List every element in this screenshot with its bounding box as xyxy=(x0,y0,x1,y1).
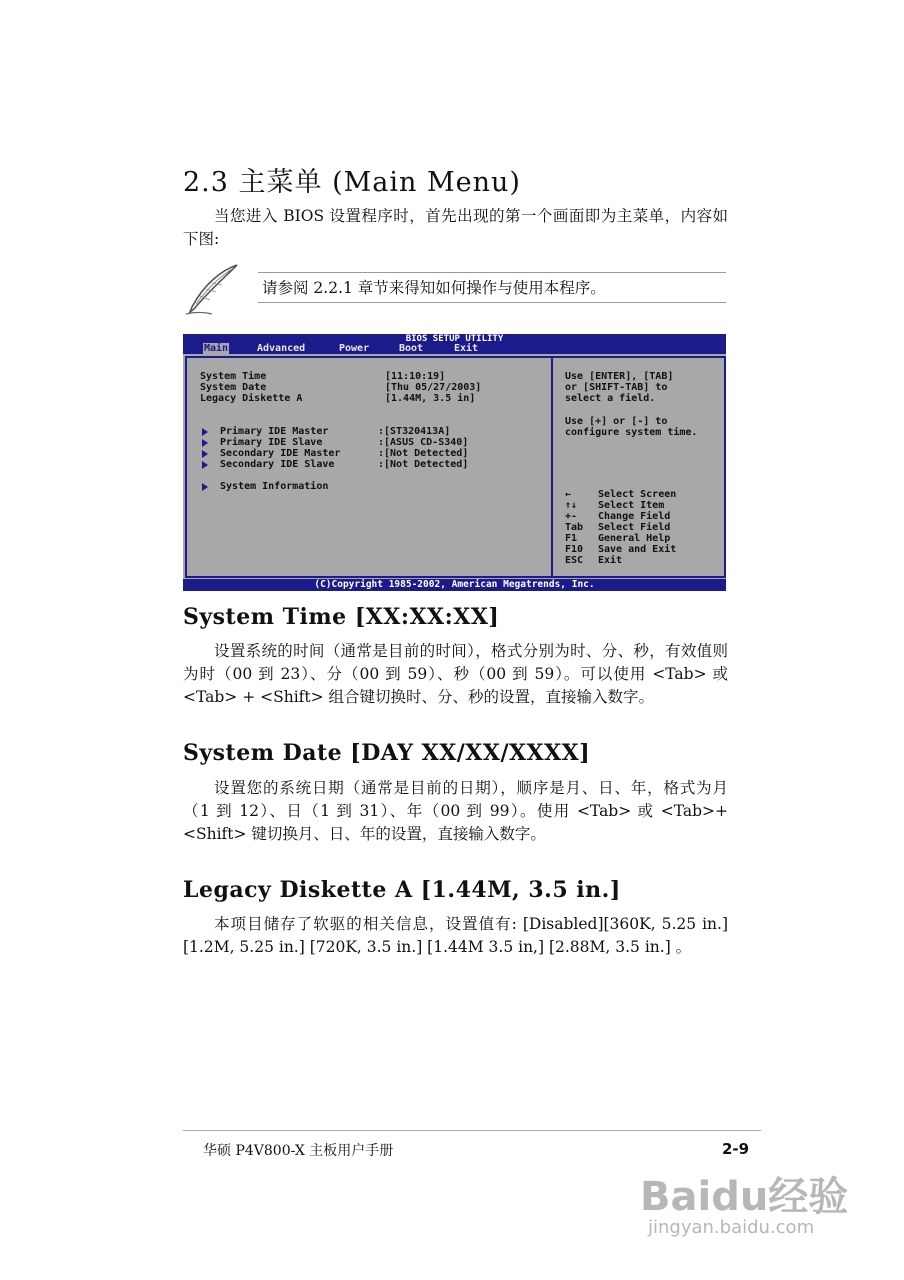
bios-submenu-label[interactable]: Secondary IDE Slave xyxy=(220,459,335,470)
submenu-arrow-icon xyxy=(202,461,208,469)
bios-help-line: configure system time. xyxy=(565,427,698,438)
bios-key-desc: Exit xyxy=(598,555,623,566)
note-bottom-rule xyxy=(258,302,726,303)
bios-key-desc: Select Field xyxy=(598,522,671,533)
bios-row-label[interactable]: System Time xyxy=(200,371,267,382)
bios-row-label[interactable]: System Date xyxy=(200,382,267,393)
heading-system-time: System Time [XX:XX:XX] xyxy=(183,604,500,630)
bios-submenu-value: :[Not Detected] xyxy=(378,448,469,459)
intro-paragraph xyxy=(183,205,728,251)
intro-text: 当您进入 BIOS 设置程序时，首先出现的第一个画面即为主菜单，内容如下图: xyxy=(183,207,728,248)
bios-help-line: select a field. xyxy=(565,393,656,404)
watermark-logo: Baidu经验 xyxy=(640,1174,849,1220)
bios-help-line: Use [+] or [-] to xyxy=(565,416,668,427)
bios-key-desc: Save and Exit xyxy=(598,544,677,555)
submenu-arrow-icon xyxy=(202,450,208,458)
bios-submenu-value: :[Not Detected] xyxy=(378,459,469,470)
bios-copyright: (C)Copyright 1985-2002, American Megatrends, Inc. xyxy=(183,579,726,591)
submenu-arrow-icon xyxy=(202,439,208,447)
bios-submenu-label[interactable]: Secondary IDE Master xyxy=(220,448,341,459)
bios-key: ESC xyxy=(565,555,584,566)
bios-tab-main[interactable]: Main xyxy=(204,343,229,354)
system-date-paragraph xyxy=(183,777,728,846)
bios-submenu-label[interactable]: Primary IDE Slave xyxy=(220,437,323,448)
watermark-url: jingyan.baidu.com xyxy=(648,1217,815,1238)
bios-key: ← xyxy=(565,489,572,500)
bios-tab-boot[interactable]: Boot xyxy=(399,343,424,354)
bios-header xyxy=(183,334,726,354)
heading-legacy-diskette: Legacy Diskette A [1.44M, 3.5 in.] xyxy=(183,877,621,903)
bios-row-value[interactable]: [11:10:19] xyxy=(385,371,446,382)
bios-tab-advanced[interactable]: Advanced xyxy=(257,343,306,354)
legacy-diskette-paragraph xyxy=(183,913,728,959)
bios-system-information[interactable]: System Information xyxy=(220,481,329,492)
note-top-rule xyxy=(258,272,726,273)
bios-menubar xyxy=(183,343,726,354)
bios-key-desc: Select Item xyxy=(598,500,665,511)
footer-rule xyxy=(183,1130,761,1131)
system-time-text: 设置系统的时间（通常是目前的时间），格式分别为时、分、秒，有效值则为时（00 到 23）、分（00 到 59）、秒（00 到 59）。可以使用 <Tab> 或 <Tab> + <Shift> 组合键切换时、分、秒的设置，直接输入数字。 xyxy=(183,642,728,706)
bios-help-line: Use [ENTER], [TAB] xyxy=(565,371,674,382)
bios-title: BIOS SETUP UTILITY xyxy=(405,334,504,344)
bios-key: F1 xyxy=(565,533,578,544)
bios-key-desc: Change Field xyxy=(598,511,671,522)
bios-help-line: or [SHIFT-TAB] to xyxy=(565,382,668,393)
bios-key: ↑↓ xyxy=(565,500,578,511)
bios-key-desc: Select Screen xyxy=(598,489,677,500)
system-time-paragraph xyxy=(183,640,728,709)
heading-system-date: System Date [DAY XX/XX/XXXX] xyxy=(183,740,591,766)
system-date-text: 设置您的系统日期（通常是目前的日期），顺序是月、日、年，格式为月 （1 到 12）、日（1 到 31）、年（00 到 99）。使用 <Tab> 或 <Tab>+ <Shift> 键切换月、日、年的设置，直接输入数字。 xyxy=(183,779,728,843)
bios-key: F10 xyxy=(565,544,584,555)
bios-key-desc: General Help xyxy=(598,533,671,544)
section-title: 2.3 主菜单 (Main Menu) xyxy=(183,167,521,198)
submenu-arrow-icon xyxy=(202,428,208,436)
bios-submenu-value: :[ASUS CD-S340] xyxy=(378,437,469,448)
submenu-arrow-icon xyxy=(202,483,208,491)
bios-row-value[interactable]: [1.44M, 3.5 in] xyxy=(385,393,476,404)
bios-tab-exit[interactable]: Exit xyxy=(454,343,479,354)
baidu-watermark xyxy=(640,1165,850,1255)
bios-row-value[interactable]: [Thu 05/27/2003] xyxy=(385,382,482,393)
note-text: 请参阅 2.2.1 章节来得知如何操作与使用本程序。 xyxy=(262,279,606,297)
bios-screenshot xyxy=(183,334,726,591)
bios-submenu-value: :[ST320413A] xyxy=(378,426,451,437)
bios-key: Tab xyxy=(565,522,584,533)
bios-submenu-label[interactable]: Primary IDE Master xyxy=(220,426,329,437)
feather-pen-icon xyxy=(182,262,242,317)
page-number: 2-9 xyxy=(722,1140,750,1158)
footer-manual-title: 华硕 P4V800-X 主板用户手册 xyxy=(203,1143,394,1159)
legacy-diskette-text: 本项目储存了软驱的相关信息，设置值有: [Disabled][360K, 5.25 in.] [1.2M, 5.25 in.] [720K, 3.5 in.] [1.44M 3.5 in,] [2.88M, 3.5 in.] 。 xyxy=(183,915,728,956)
bios-tab-power[interactable]: Power xyxy=(339,343,370,354)
bios-key: +- xyxy=(565,511,578,522)
bios-row-label[interactable]: Legacy Diskette A xyxy=(200,393,303,404)
